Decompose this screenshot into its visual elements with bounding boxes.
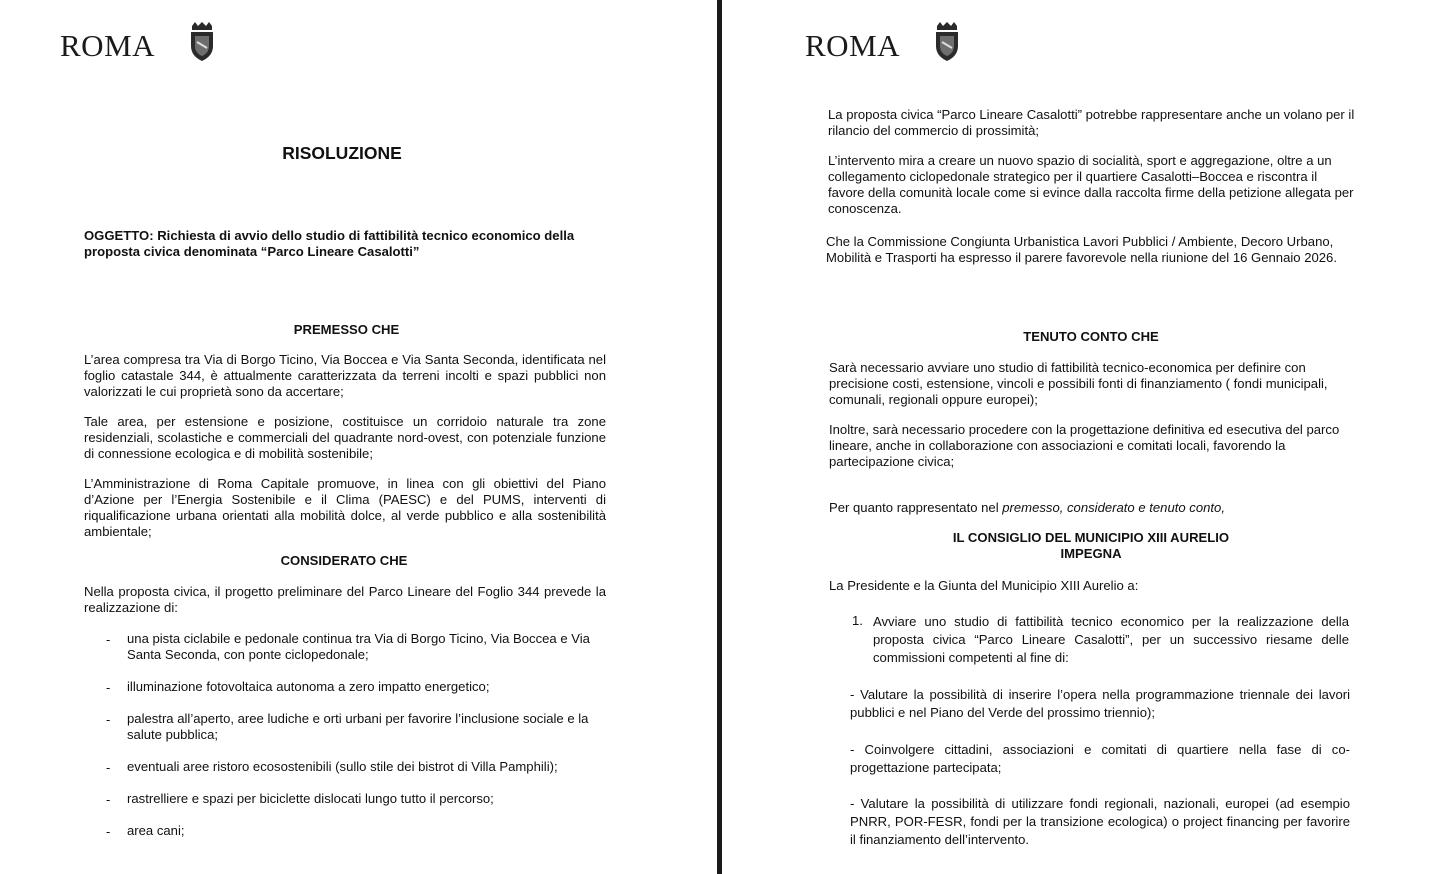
bullet-marker: - bbox=[106, 632, 111, 647]
commissione-paragraph: Che la Commissione Congiunta Urbanistica Lavori Pubblici / Ambiente, Decoro Urbano, Mobilità e Trasporti ha espresso il parere favorevole nella riunione del 16 Gennaio 2026. bbox=[826, 234, 1337, 265]
roma-shield-icon bbox=[932, 22, 962, 62]
tenuto-heading: TENUTO CONTO CHE bbox=[1023, 329, 1159, 344]
item-number: 1. bbox=[852, 613, 863, 628]
impegna-heading: IMPEGNA bbox=[1060, 546, 1122, 561]
consiglio-heading: IL CONSIGLIO DEL MUNICIPIO XIII AURELIO bbox=[952, 530, 1230, 545]
roma-logo bbox=[805, 22, 962, 64]
document-title: RISOLUZIONE bbox=[282, 143, 402, 163]
oggetto-text: OGGETTO: Richiesta di avvio dello studio di fattibilità tecnico economico della proposta civica denominata “Parco Lineare Casalotti” bbox=[84, 228, 575, 259]
bullet-marker: - bbox=[106, 712, 111, 727]
sub-item: - Valutare la possibilità di utilizzare fondi regionali, nazionali, europei (ad esempio PNRR, POR-FESR, fondi per la transizione ecologica) o project financing per favorire il finanziamento dell’intervento. bbox=[850, 796, 1350, 847]
considerato-intro: Nella proposta civica, il progetto preliminare del Parco Lineare del Foglio 344 prevede la realizzazione di: bbox=[84, 584, 606, 615]
per-quanto-italic: premesso, considerato e tenuto conto, bbox=[1002, 500, 1225, 515]
bullet-marker: - bbox=[106, 792, 111, 807]
bullet-marker: - bbox=[106, 760, 111, 775]
per-quanto-prefix: Per quanto rappresentato nel bbox=[829, 500, 1003, 515]
considerato-heading: CONSIDERATO CHE bbox=[280, 553, 408, 568]
roma-logo bbox=[60, 22, 217, 64]
tenuto-paragraph: Sarà necessario avviare uno studio di fattibilità tecnico-economica per definire con precisione costi, estensione, vincoli e possibili fonti di finanziamento ( fondi municipali, comunali, regionali oppure europei); bbox=[829, 360, 1328, 407]
list-item: rastrelliere e spazi per biciclette dislocati lungo tutto il percorso; bbox=[127, 791, 494, 806]
premesso-heading: PREMESSO CHE bbox=[293, 322, 400, 337]
list-item: area cani; bbox=[127, 823, 185, 838]
impegno-item: Avviare uno studio di fattibilità tecnico economico per la realizzazione della proposta civica “Parco Lineare Casalotti”, per un successivo riesame delle commissioni competenti al fine di: bbox=[873, 614, 1349, 665]
document-page-right bbox=[722, 0, 1431, 874]
sub-item: - Valutare la possibilità di inserire l’opera nella programmazione triennale dei lavori pubblici e nel Piano del Verde del prossimo triennio); bbox=[850, 687, 1350, 720]
tenuto-paragraph: Inoltre, sarà necessario procedere con la progettazione definitiva ed esecutiva del parco lineare, anche in collaborazione con associazioni e comitati locali, favorendo la partecipazione civica; bbox=[829, 422, 1340, 469]
premesso-paragraph: L’Amministrazione di Roma Capitale promuove, in linea con gli obiettivi del Piano d’Azione per l’Energia Sostenibile e il Clima (PAESC) e del PUMS, interventi di riqualificazione urbana orientati alla mobilità dolce, al verde pubblico e alla sostenibilità ambientale; bbox=[84, 476, 606, 539]
sub-item: - Coinvolgere cittadini, associazioni e comitati di quartiere nella fase di co-progettazione partecipata; bbox=[850, 742, 1350, 775]
list-item: illuminazione fotovoltaica autonoma a zero impatto energetico; bbox=[127, 679, 490, 694]
list-item: palestra all’aperto, aree ludiche e orti urbani per favorire l’inclusione sociale e la salute pubblica; bbox=[127, 711, 589, 742]
bullet-marker: - bbox=[106, 824, 111, 839]
logo-wordmark: ROMA bbox=[60, 28, 156, 63]
list-item: una pista ciclabile e pedonale continua tra Via di Borgo Ticino, Via Boccea e Via Santa Seconda, con ponte ciclopedonale; bbox=[127, 631, 590, 662]
list-item: eventuali aree ristoro ecosostenibili (sullo stile dei bistrot di Villa Pamphili); bbox=[127, 759, 558, 774]
bullet-marker: - bbox=[106, 680, 111, 695]
premesso-paragraph: Tale area, per estensione e posizione, costituisce un corridoio naturale tra zone residenziali, scolastiche e commerciali del quadrante nord-ovest, con potenziale funzione di connessione ecologica e di mobilità sostenibile; bbox=[84, 414, 606, 461]
premesso-paragraph: L’area compresa tra Via di Borgo Ticino, Via Boccea e Via Santa Seconda, identificata nel foglio catastale 344, è attualmente caratterizzata da terreni incolti e spazi pubblici non valorizzati le cui proprietà sono da accertare; bbox=[84, 352, 606, 399]
roma-shield-icon bbox=[187, 22, 217, 62]
per-quanto-paragraph bbox=[829, 500, 1349, 516]
body-paragraph: L’intervento mira a creare un nuovo spazio di socialità, sport e aggregazione, oltre a un collegamento ciclopedonale strategico per il quartiere Casalotti–Boccea e riscontra il favore della comunità locale come si evince dalla raccolta firme della petizione allegata per conoscenza. bbox=[828, 153, 1354, 216]
presidente-paragraph: La Presidente e la Giunta del Municipio XIII Aurelio a: bbox=[829, 578, 1139, 593]
body-paragraph: La proposta civica “Parco Lineare Casalotti” potrebbe rappresentare anche un volano per il rilancio del commercio di prossimità; bbox=[828, 107, 1355, 138]
logo-wordmark: ROMA bbox=[805, 28, 901, 63]
